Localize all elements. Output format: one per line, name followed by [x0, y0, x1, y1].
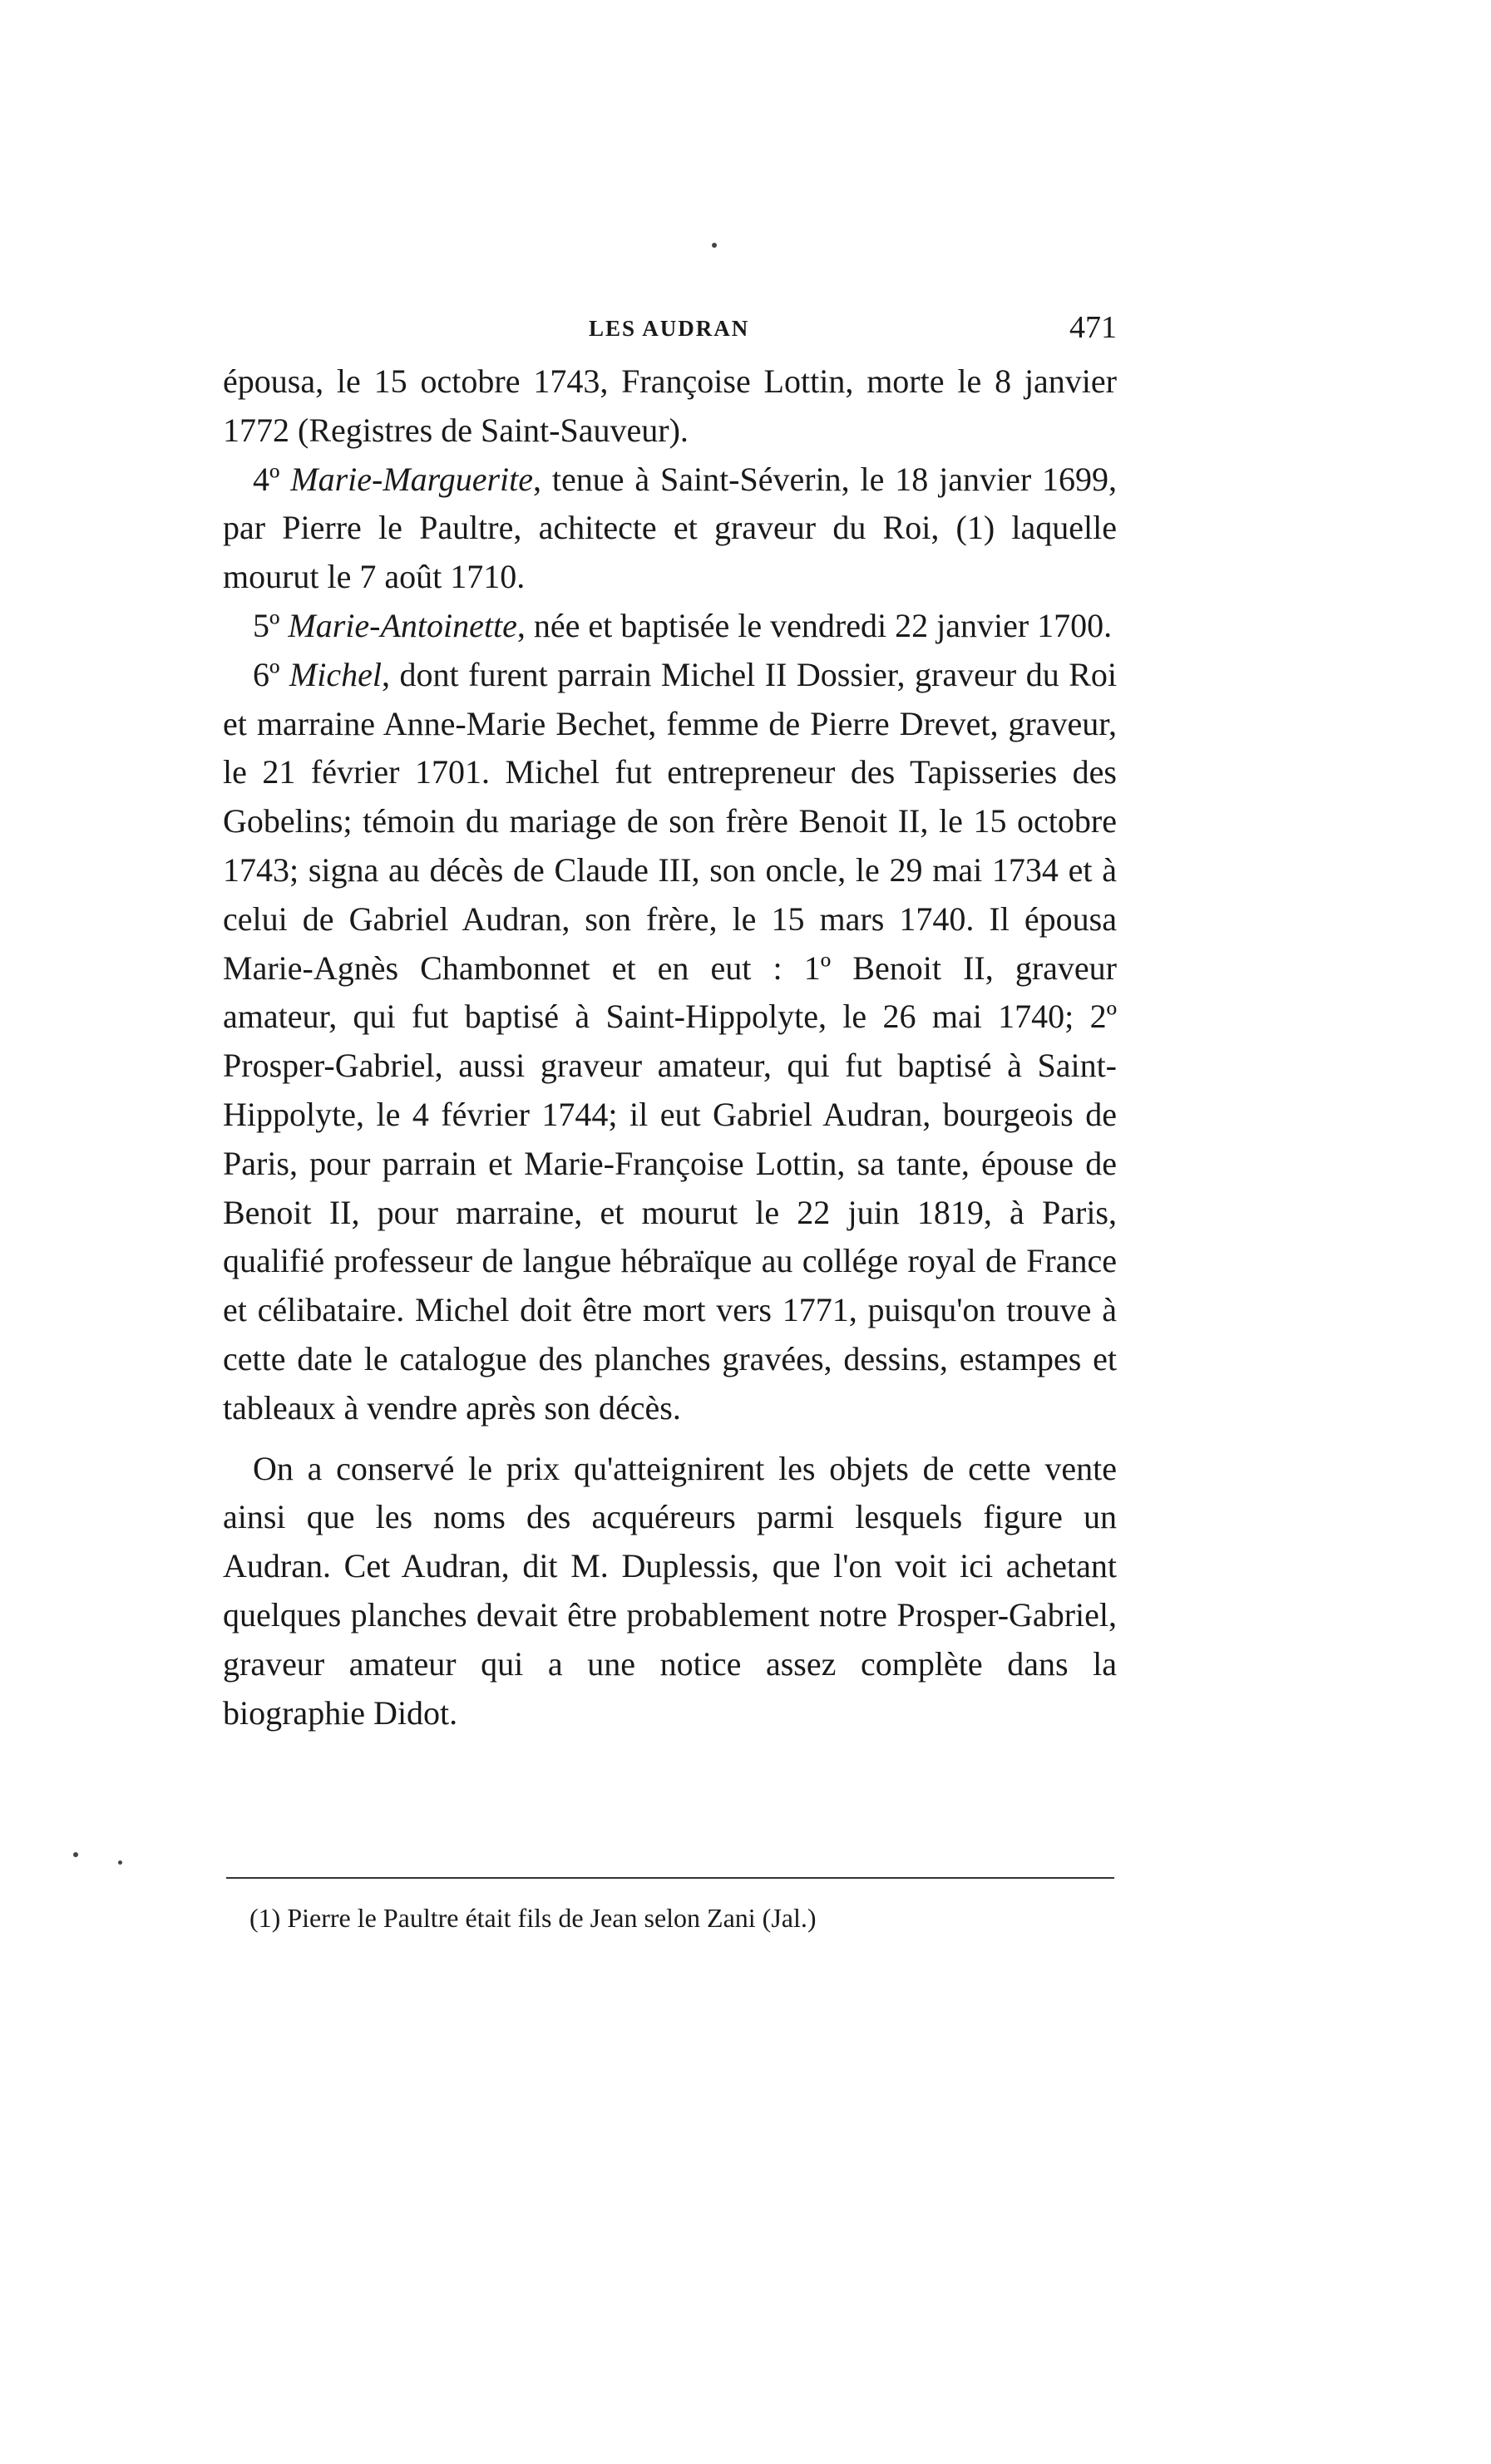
- footnote: (1) Pierre le Paultre était fils de Jean selon Zani (Jal.): [249, 1903, 817, 1933]
- speck-mark: [118, 1860, 122, 1865]
- paragraph-vente: [223, 1445, 1117, 1738]
- speck-mark: [712, 243, 717, 248]
- text-run: On a conservé le prix qu'atteignirent les objets de cette vente ainsi que les noms des acquéreurs parmi lesquels figure un Audran. Cet Audran, dit M. Duplessis, que l'on voit ici achetant quelques planches devait être probablement notre Prosper-Gabriel, graveur amateur qui a une notice assez complète dans la biographie Didot.: [223, 1449, 1117, 1732]
- person-name: Marie-Antoinette: [288, 606, 517, 644]
- text-run: , née et baptisée le vendredi 22 janvier 1700.: [516, 606, 1113, 644]
- paragraph-marie-marguerite: [223, 456, 1117, 602]
- page-header: [223, 309, 1117, 351]
- text-run: 6º: [253, 655, 289, 693]
- paragraph-marie-antoinette: [223, 602, 1117, 651]
- text-run: , tenue à Saint-Séverin, le 18 janvier 1699, par Pierre le Paultre, achitecte et graveur du Roi, (1) laquelle mourut le 7 août 1710.: [223, 460, 1117, 596]
- text-run: , dont furent parrain Michel II Dossier, graveur du Roi et marraine Anne-Marie Bechet, femme de Pierre Drevet, graveur, le 21 février 1701. Michel fut entrepreneur des Tapisseries des Gobelins; témoin du mariage de son frère Benoit II, le 15 octobre 1743; signa au décès de Claude III, son oncle, le 29 mai 1734 et à celui de Gabriel Audran, son frère, le 15 mars 1740. Il épousa Marie-Agnès Chambonnet et en eut : 1º Benoit II, graveur amateur, qui fut baptisé à Saint-Hippolyte, le 26 mai 1740; 2º Prosper-Gabriel, aussi graveur amateur, qui fut baptisé à Saint-Hippolyte, le 4 février 1744; il eut Gabriel Audran, bourgeois de Paris, pour parrain et Marie-Françoise Lottin, sa tante, épouse de Benoit II, pour marraine, et mourut le 22 juin 1819, à Paris, qualifié professeur de langue hébraïque au collége royal de France et célibataire. Michel doit être mort vers 1771, puisqu'on trouve à cette date le catalogue des planches gravées, dessins, estampes et tableaux à vendre après son décès.: [223, 655, 1117, 1427]
- person-name: Marie-Marguerite: [290, 460, 534, 498]
- page-number: 471: [1069, 310, 1117, 345]
- text-run: épousa, le 15 octobre 1743, Françoise Lottin, morte le 8 janvier 1772 (Registres de Saint-Sauveur).: [223, 362, 1117, 449]
- speck-mark: [73, 1852, 78, 1857]
- body-text: [223, 357, 1117, 1737]
- paragraph-michel: [223, 651, 1117, 1433]
- paragraph-continuation: [223, 357, 1117, 456]
- running-head: LES AUDRAN: [589, 316, 750, 341]
- text-run: 4º: [253, 460, 291, 498]
- footnote-rule: [226, 1877, 1114, 1879]
- person-name: Michel: [289, 655, 382, 693]
- text-run: 5º: [253, 606, 289, 644]
